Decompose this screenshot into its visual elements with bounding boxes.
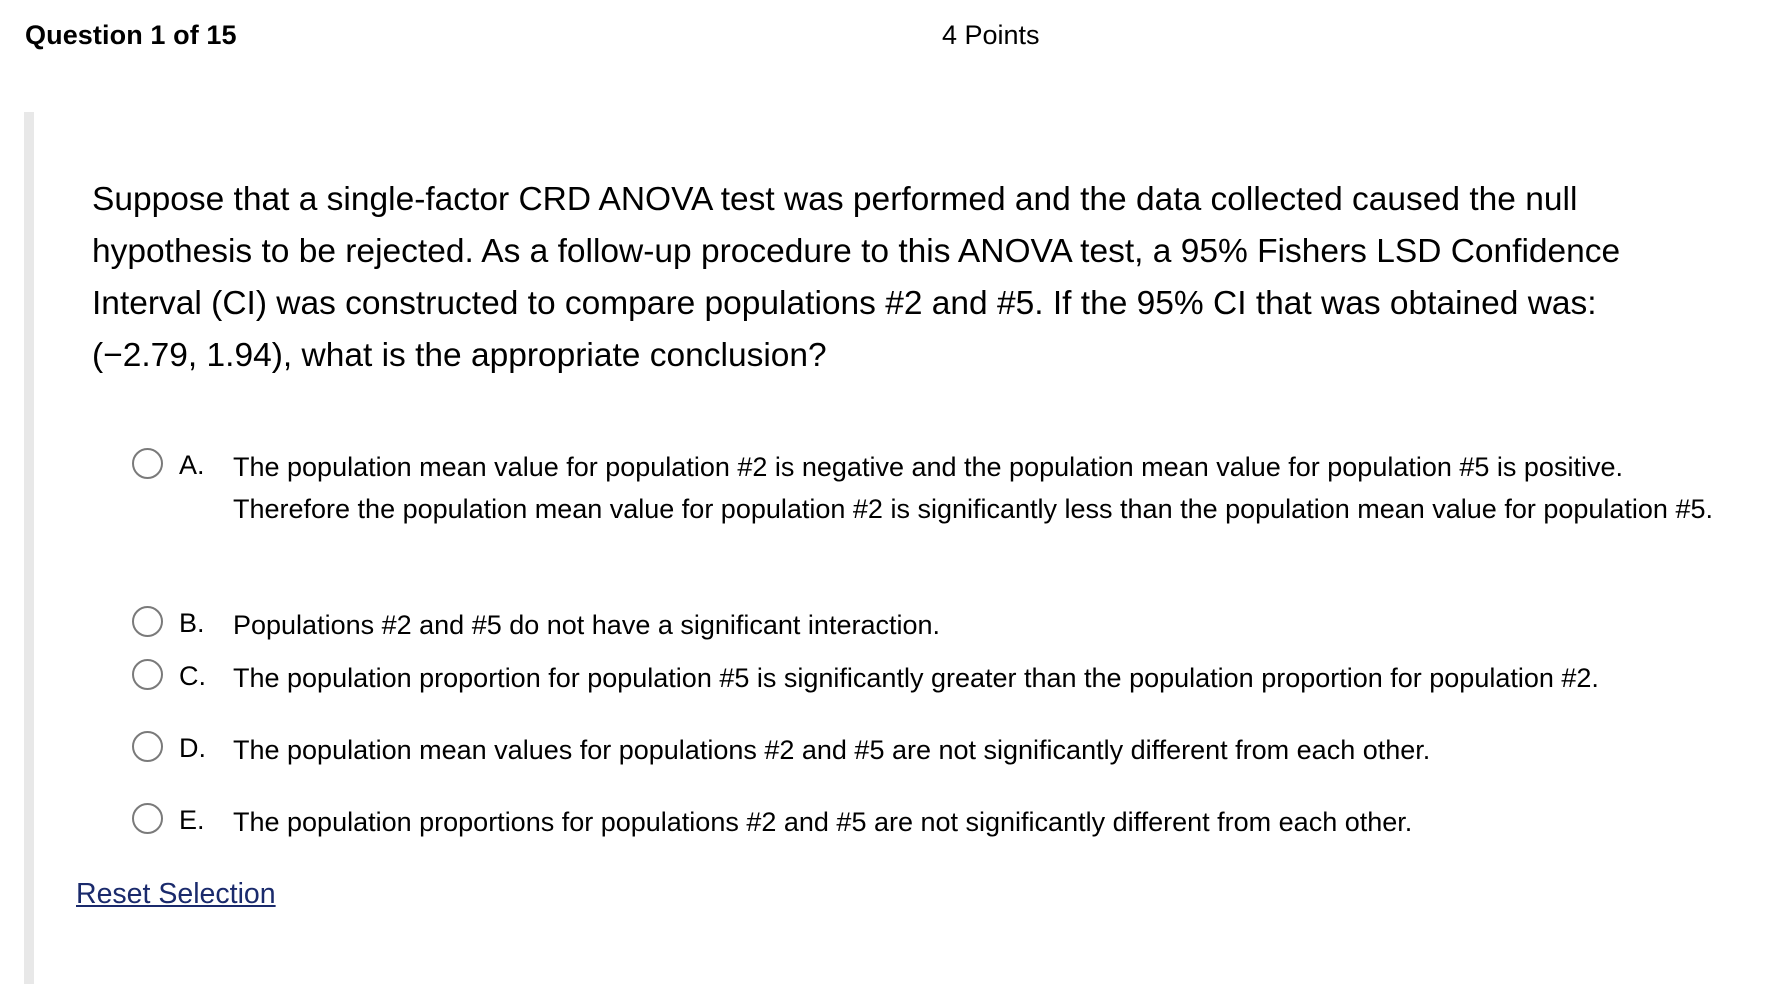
choice-letter: D. — [179, 733, 206, 763]
choice-letter: C. — [179, 661, 206, 691]
radio-button-c[interactable] — [132, 659, 163, 690]
choice-letter: A. — [179, 450, 205, 480]
choice-letter: B. — [179, 608, 205, 638]
choice-text: The population proportions for populations #2 and #5 are not significantly different from each other. — [233, 807, 1413, 837]
radio-button-a[interactable] — [132, 448, 163, 479]
question-points: 4 Points — [942, 20, 1040, 50]
radio-button-b[interactable] — [132, 606, 163, 637]
radio-button-e[interactable] — [132, 803, 163, 834]
choice-text: The population proportion for population #5 is significantly greater than the population proportion for population #2. — [233, 663, 1599, 693]
question-text: Suppose that a single-factor CRD ANOVA test was performed and the data collected caused the null hypothesis to be rejected. As a follow-up procedure to this ANOVA test, a 95% Fishers LSD Confidence Interval (CI) was constructed to compare populations #2 and #5. If the 95% CI that was obtained was: (−2.79, 1.94), what is the appropriate conclusion? — [92, 181, 1621, 374]
reset-selection-link[interactable]: Reset Selection — [76, 878, 276, 910]
question-border — [24, 112, 34, 984]
choice-text: Populations #2 and #5 do not have a significant interaction. — [233, 610, 940, 640]
choice-text: The population mean value for population #2 is negative and the population mean value for population #5 is positive. Therefore the population mean value for population #2 is significantly less than the population mean value for population #5. — [233, 452, 1713, 524]
question-number: Question 1 of 15 — [25, 20, 237, 50]
question-header — [0, 0, 1768, 80]
choice-text: The population mean values for populations #2 and #5 are not significantly different from each other. — [233, 735, 1431, 765]
radio-button-d[interactable] — [132, 731, 163, 762]
choice-letter: E. — [179, 805, 205, 835]
